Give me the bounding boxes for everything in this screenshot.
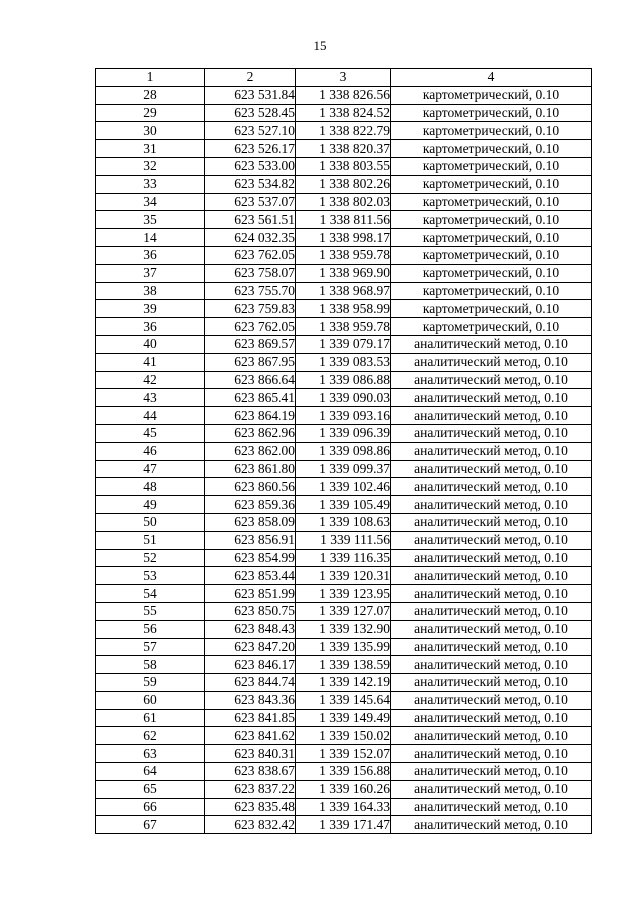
header-row [96,69,592,87]
table-row [96,300,592,318]
point-number-cell: 64 [96,763,205,781]
table-row [96,691,592,709]
method-cell: аналитический метод, 0.10 [391,691,592,709]
x-coordinate-cell: 623 832.42 [205,816,296,834]
table-row [96,424,592,442]
y-coordinate-cell: 1 339 083.53 [296,353,391,371]
table-row [96,638,592,656]
y-coordinate-cell: 1 339 156.88 [296,763,391,781]
x-coordinate-cell: 623 561.51 [205,211,296,229]
point-number-cell: 38 [96,282,205,300]
method-cell: аналитический метод, 0.10 [391,531,592,549]
x-coordinate-cell: 623 527.10 [205,122,296,140]
table-row [96,407,592,425]
point-number-cell: 44 [96,407,205,425]
header-col-1: 1 [96,69,205,87]
y-coordinate-cell: 1 338 826.56 [296,86,391,104]
table-row [96,531,592,549]
x-coordinate-cell: 623 841.85 [205,709,296,727]
point-number-cell: 43 [96,389,205,407]
y-coordinate-cell: 1 339 099.37 [296,460,391,478]
point-number-cell: 36 [96,318,205,336]
y-coordinate-cell: 1 339 138.59 [296,656,391,674]
method-cell: аналитический метод, 0.10 [391,763,592,781]
point-number-cell: 59 [96,674,205,692]
table-row [96,709,592,727]
coordinates-table [95,68,592,834]
table-row [96,656,592,674]
method-cell: картометрический, 0.10 [391,246,592,264]
y-coordinate-cell: 1 339 160.26 [296,780,391,798]
table-row [96,211,592,229]
point-number-cell: 40 [96,335,205,353]
y-coordinate-cell: 1 338 824.52 [296,104,391,122]
point-number-cell: 29 [96,104,205,122]
method-cell: аналитический метод, 0.10 [391,389,592,407]
table-row [96,193,592,211]
method-cell: аналитический метод, 0.10 [391,442,592,460]
point-number-cell: 31 [96,140,205,158]
point-number-cell: 57 [96,638,205,656]
method-cell: картометрический, 0.10 [391,211,592,229]
table-row [96,816,592,834]
table-row [96,567,592,585]
table-row [96,140,592,158]
x-coordinate-cell: 623 526.17 [205,140,296,158]
table-row [96,157,592,175]
y-coordinate-cell: 1 338 820.37 [296,140,391,158]
x-coordinate-cell: 623 762.05 [205,246,296,264]
y-coordinate-cell: 1 338 802.26 [296,175,391,193]
method-cell: аналитический метод, 0.10 [391,602,592,620]
y-coordinate-cell: 1 339 090.03 [296,389,391,407]
table-row [96,585,592,603]
method-cell: аналитический метод, 0.10 [391,816,592,834]
x-coordinate-cell: 623 837.22 [205,780,296,798]
point-number-cell: 61 [96,709,205,727]
table-row [96,674,592,692]
x-coordinate-cell: 623 758.07 [205,264,296,282]
y-coordinate-cell: 1 338 803.55 [296,157,391,175]
point-number-cell: 28 [96,86,205,104]
method-cell: аналитический метод, 0.10 [391,780,592,798]
y-coordinate-cell: 1 338 959.78 [296,246,391,264]
x-coordinate-cell: 623 847.20 [205,638,296,656]
y-coordinate-cell: 1 339 093.16 [296,407,391,425]
method-cell: картометрический, 0.10 [391,318,592,336]
x-coordinate-cell: 623 762.05 [205,318,296,336]
y-coordinate-cell: 1 339 152.07 [296,745,391,763]
point-number-cell: 14 [96,229,205,247]
method-cell: аналитический метод, 0.10 [391,424,592,442]
point-number-cell: 55 [96,602,205,620]
method-cell: аналитический метод, 0.10 [391,727,592,745]
y-coordinate-cell: 1 339 171.47 [296,816,391,834]
method-cell: картометрический, 0.10 [391,157,592,175]
x-coordinate-cell: 623 838.67 [205,763,296,781]
point-number-cell: 63 [96,745,205,763]
x-coordinate-cell: 623 759.83 [205,300,296,318]
y-coordinate-cell: 1 338 969.90 [296,264,391,282]
x-coordinate-cell: 623 843.36 [205,691,296,709]
y-coordinate-cell: 1 338 968.97 [296,282,391,300]
table-row [96,478,592,496]
table-body [96,86,592,833]
method-cell: аналитический метод, 0.10 [391,371,592,389]
y-coordinate-cell: 1 338 822.79 [296,122,391,140]
table-row [96,353,592,371]
y-coordinate-cell: 1 338 958.99 [296,300,391,318]
method-cell: аналитический метод, 0.10 [391,567,592,585]
method-cell: аналитический метод, 0.10 [391,709,592,727]
y-coordinate-cell: 1 339 135.99 [296,638,391,656]
point-number-cell: 65 [96,780,205,798]
y-coordinate-cell: 1 338 802.03 [296,193,391,211]
method-cell: аналитический метод, 0.10 [391,513,592,531]
y-coordinate-cell: 1 338 811.56 [296,211,391,229]
point-number-cell: 54 [96,585,205,603]
point-number-cell: 53 [96,567,205,585]
x-coordinate-cell: 623 862.00 [205,442,296,460]
table-row [96,264,592,282]
x-coordinate-cell: 623 867.95 [205,353,296,371]
point-number-cell: 58 [96,656,205,674]
point-number-cell: 50 [96,513,205,531]
point-number-cell: 62 [96,727,205,745]
table-row [96,104,592,122]
x-coordinate-cell: 623 861.80 [205,460,296,478]
header-col-3: 3 [296,69,391,87]
point-number-cell: 56 [96,620,205,638]
y-coordinate-cell: 1 339 120.31 [296,567,391,585]
table-row [96,763,592,781]
point-number-cell: 47 [96,460,205,478]
point-number-cell: 37 [96,264,205,282]
y-coordinate-cell: 1 339 105.49 [296,496,391,514]
x-coordinate-cell: 623 860.56 [205,478,296,496]
x-coordinate-cell: 623 869.57 [205,335,296,353]
table-row [96,122,592,140]
x-coordinate-cell: 623 528.45 [205,104,296,122]
table-row [96,460,592,478]
point-number-cell: 46 [96,442,205,460]
y-coordinate-cell: 1 339 142.19 [296,674,391,692]
method-cell: аналитический метод, 0.10 [391,335,592,353]
table-row [96,442,592,460]
method-cell: аналитический метод, 0.10 [391,585,592,603]
y-coordinate-cell: 1 339 116.35 [296,549,391,567]
x-coordinate-cell: 623 848.43 [205,620,296,638]
table-row [96,282,592,300]
point-number-cell: 51 [96,531,205,549]
x-coordinate-cell: 623 851.99 [205,585,296,603]
point-number-cell: 33 [96,175,205,193]
point-number-cell: 39 [96,300,205,318]
method-cell: аналитический метод, 0.10 [391,620,592,638]
method-cell: картометрический, 0.10 [391,264,592,282]
y-coordinate-cell: 1 339 127.07 [296,602,391,620]
y-coordinate-cell: 1 338 959.78 [296,318,391,336]
table-row [96,602,592,620]
y-coordinate-cell: 1 339 132.90 [296,620,391,638]
table-row [96,745,592,763]
table-row [96,620,592,638]
method-cell: аналитический метод, 0.10 [391,460,592,478]
method-cell: картометрический, 0.10 [391,140,592,158]
y-coordinate-cell: 1 339 096.39 [296,424,391,442]
method-cell: аналитический метод, 0.10 [391,798,592,816]
header-col-2: 2 [205,69,296,87]
method-cell: картометрический, 0.10 [391,300,592,318]
table-row [96,798,592,816]
method-cell: аналитический метод, 0.10 [391,353,592,371]
y-coordinate-cell: 1 339 079.17 [296,335,391,353]
method-cell: аналитический метод, 0.10 [391,407,592,425]
method-cell: картометрический, 0.10 [391,122,592,140]
y-coordinate-cell: 1 338 998.17 [296,229,391,247]
method-cell: картометрический, 0.10 [391,282,592,300]
point-number-cell: 49 [96,496,205,514]
table-row [96,549,592,567]
x-coordinate-cell: 624 032.35 [205,229,296,247]
table-row [96,780,592,798]
table-row [96,371,592,389]
point-number-cell: 67 [96,816,205,834]
table-row [96,175,592,193]
point-number-cell: 41 [96,353,205,371]
method-cell: аналитический метод, 0.10 [391,745,592,763]
table-row [96,86,592,104]
method-cell: картометрический, 0.10 [391,193,592,211]
method-cell: аналитический метод, 0.10 [391,478,592,496]
method-cell: картометрический, 0.10 [391,175,592,193]
table-row [96,727,592,745]
point-number-cell: 45 [96,424,205,442]
x-coordinate-cell: 623 859.36 [205,496,296,514]
x-coordinate-cell: 623 846.17 [205,656,296,674]
point-number-cell: 36 [96,246,205,264]
table-row [96,246,592,264]
table-header [96,69,592,87]
x-coordinate-cell: 623 865.41 [205,389,296,407]
point-number-cell: 42 [96,371,205,389]
y-coordinate-cell: 1 339 149.49 [296,709,391,727]
x-coordinate-cell: 623 840.31 [205,745,296,763]
y-coordinate-cell: 1 339 111.56 [296,531,391,549]
method-cell: картометрический, 0.10 [391,104,592,122]
x-coordinate-cell: 623 856.91 [205,531,296,549]
method-cell: картометрический, 0.10 [391,229,592,247]
y-coordinate-cell: 1 339 123.95 [296,585,391,603]
point-number-cell: 66 [96,798,205,816]
x-coordinate-cell: 623 866.64 [205,371,296,389]
method-cell: аналитический метод, 0.10 [391,656,592,674]
method-cell: аналитический метод, 0.10 [391,549,592,567]
x-coordinate-cell: 623 864.19 [205,407,296,425]
x-coordinate-cell: 623 858.09 [205,513,296,531]
method-cell: аналитический метод, 0.10 [391,638,592,656]
x-coordinate-cell: 623 853.44 [205,567,296,585]
table-row [96,318,592,336]
method-cell: картометрический, 0.10 [391,86,592,104]
y-coordinate-cell: 1 339 108.63 [296,513,391,531]
x-coordinate-cell: 623 537.07 [205,193,296,211]
y-coordinate-cell: 1 339 164.33 [296,798,391,816]
x-coordinate-cell: 623 755.70 [205,282,296,300]
y-coordinate-cell: 1 339 098.86 [296,442,391,460]
x-coordinate-cell: 623 531.84 [205,86,296,104]
point-number-cell: 34 [96,193,205,211]
table-row [96,389,592,407]
point-number-cell: 30 [96,122,205,140]
y-coordinate-cell: 1 339 102.46 [296,478,391,496]
table-row [96,335,592,353]
x-coordinate-cell: 623 534.82 [205,175,296,193]
page-number: 15 [313,38,327,53]
header-col-4: 4 [391,69,592,87]
method-cell: аналитический метод, 0.10 [391,674,592,692]
x-coordinate-cell: 623 835.48 [205,798,296,816]
table-row [96,229,592,247]
y-coordinate-cell: 1 339 145.64 [296,691,391,709]
point-number-cell: 32 [96,157,205,175]
x-coordinate-cell: 623 841.62 [205,727,296,745]
x-coordinate-cell: 623 844.74 [205,674,296,692]
x-coordinate-cell: 623 533.00 [205,157,296,175]
method-cell: аналитический метод, 0.10 [391,496,592,514]
y-coordinate-cell: 1 339 150.02 [296,727,391,745]
point-number-cell: 35 [96,211,205,229]
x-coordinate-cell: 623 862.96 [205,424,296,442]
x-coordinate-cell: 623 850.75 [205,602,296,620]
point-number-cell: 52 [96,549,205,567]
point-number-cell: 60 [96,691,205,709]
y-coordinate-cell: 1 339 086.88 [296,371,391,389]
x-coordinate-cell: 623 854.99 [205,549,296,567]
table-row [96,496,592,514]
table-row [96,513,592,531]
point-number-cell: 48 [96,478,205,496]
